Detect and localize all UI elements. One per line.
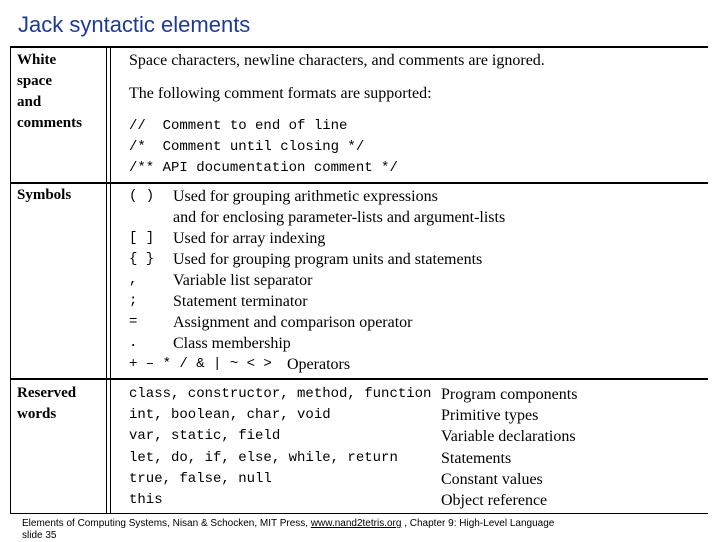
reserved-words: var, static, field (129, 428, 281, 444)
reserved-category: Variable declarations (441, 428, 576, 445)
operators-description: Operators (287, 356, 351, 373)
reserved-category: Object reference (441, 492, 548, 509)
reserved-words: this (129, 492, 163, 508)
footer (22, 518, 554, 542)
symbol-description: Statement terminator (173, 293, 308, 310)
symbol: ; (129, 293, 138, 309)
reserved-label-line: Reserved (17, 385, 77, 401)
footer-link[interactable]: www.nand2tetris.org (310, 518, 402, 529)
reserved-words: true, false, null (129, 471, 272, 487)
reserved-category: Program components (441, 386, 578, 403)
row-divider-symbols (10, 182, 708, 184)
symbol-description: Variable list separator (173, 272, 313, 289)
comment-format-block: /* Comment until closing */ (129, 139, 365, 155)
reserved-words: int, boolean, char, void (129, 407, 331, 423)
symbol-description: Class membership (173, 335, 291, 352)
whitespace-label-line: comments (17, 115, 82, 131)
footer-citation (22, 518, 554, 530)
comment-format-line: // Comment to end of line (129, 118, 348, 134)
table-bottom-rule (10, 513, 708, 514)
footer-citation-suffix: , Chapter 9: High-Level Language (401, 518, 555, 529)
symbol: ( ) (129, 188, 155, 204)
reserved-words: let, do, if, else, while, return (129, 450, 398, 466)
whitespace-label-line: space (17, 73, 52, 89)
page-title: Jack syntactic elements (18, 12, 251, 37)
symbol-description: Used for array indexing (173, 230, 326, 247)
comment-formats-text: The following comment formats are supported: (129, 85, 432, 102)
slide-number: slide 35 (22, 530, 57, 541)
footer-citation-prefix: Elements of Computing Systems, Nisan & Schocken, MIT Press, (22, 518, 311, 529)
symbol-description: Used for grouping program units and statements (173, 251, 483, 268)
whitespace-label-line: White (17, 52, 57, 68)
reserved-category: Primitive types (441, 407, 539, 424)
symbol: , (129, 272, 138, 288)
symbol: { } (129, 251, 155, 267)
symbols-label: Symbols (17, 187, 72, 203)
column-divider-2 (110, 48, 111, 514)
whitespace-label (17, 50, 82, 134)
reserved-category: Constant values (441, 471, 543, 488)
reserved-label (17, 383, 76, 425)
row-divider-reserved (10, 378, 708, 380)
whitespace-text: Space characters, newline characters, and comments are ignored. (129, 52, 545, 69)
reserved-label-line: words (17, 406, 57, 422)
comment-format-api: /** API documentation comment */ (129, 160, 398, 176)
whitespace-label-line: and (17, 94, 42, 110)
symbol: = (129, 314, 138, 330)
table-left-rule (10, 48, 11, 514)
symbol: [ ] (129, 230, 155, 246)
reserved-category: Statements (441, 450, 512, 467)
reserved-words: class, constructor, method, function (129, 386, 432, 402)
operator-symbols: + – * / & | ~ < > (129, 356, 272, 372)
table-top-rule (10, 46, 708, 48)
symbol: . (129, 335, 138, 351)
column-divider (106, 48, 107, 514)
symbol-description: Used for grouping arithmetic expressions (173, 188, 438, 205)
symbol-description: Assignment and comparison operator (173, 314, 413, 331)
symbol-description: and for enclosing parameter-lists and argument-lists (173, 209, 506, 226)
